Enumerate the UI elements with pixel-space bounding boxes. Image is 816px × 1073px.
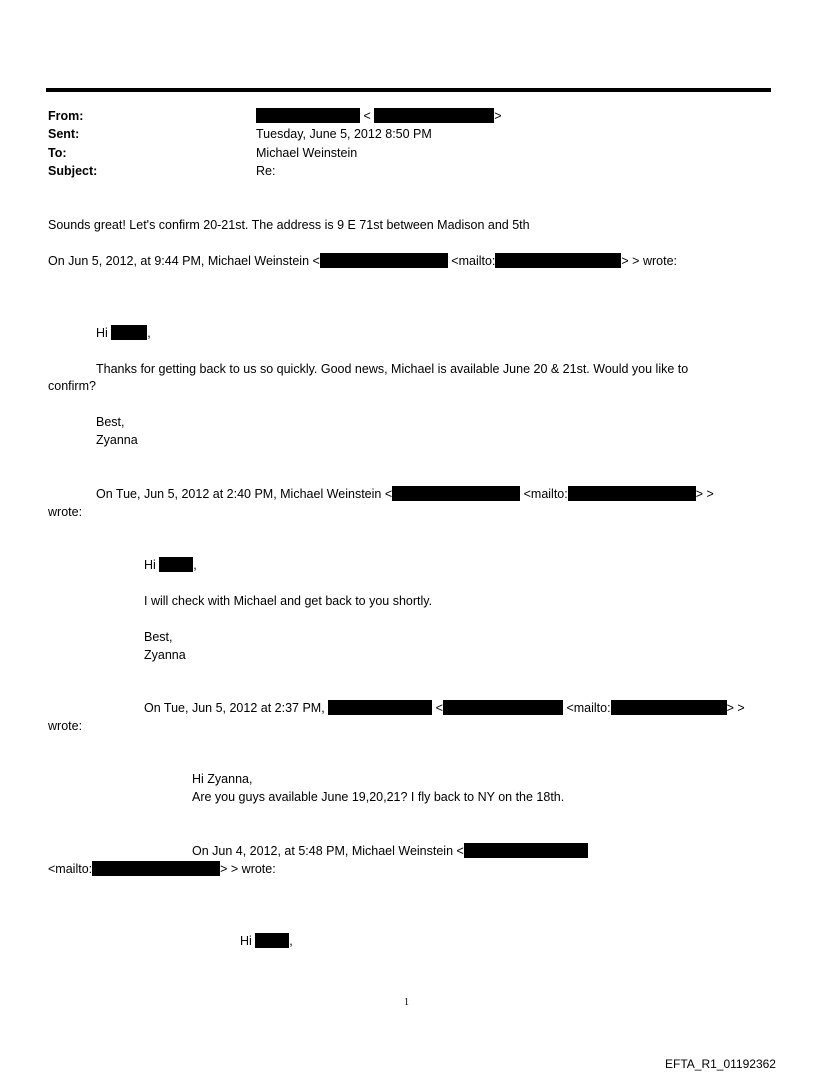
quote4-header: [192, 843, 588, 859]
quote3-wrote: wrote:: [48, 719, 83, 733]
redaction-block: [443, 700, 563, 715]
redaction-block: [568, 486, 696, 501]
close-wrote-text: > > wrote:: [621, 254, 677, 268]
quote2-wrote: wrote:: [48, 505, 83, 519]
to-value: Michael Weinstein: [256, 146, 358, 160]
close-wrote-text: > > wrote:: [220, 862, 276, 876]
comma-text: ,: [147, 326, 151, 340]
page-number: 1: [404, 997, 409, 1008]
close-gt-text: > >: [695, 487, 714, 501]
redaction-block: [495, 253, 621, 268]
mailto-text: <mailto:: [48, 862, 93, 876]
quote4-intro: On Jun 4, 2012, at 5:48 PM, Michael Weinstein <: [192, 844, 464, 858]
msg2-text: I will check with Michael and get back to you shortly.: [144, 594, 433, 608]
subject-label: Subject:: [48, 164, 98, 178]
redaction-block: [392, 486, 520, 501]
quote1-header: [48, 253, 677, 269]
greeting-1: [96, 325, 151, 341]
quote2-intro: On Tue, Jun 5, 2012 at 2:40 PM, Michael Weinstein <: [96, 487, 393, 501]
greeting-2: [144, 557, 197, 573]
document-id: EFTA_R1_01192362: [665, 1057, 776, 1071]
lt-bracket: <: [435, 701, 443, 715]
comma-text: ,: [289, 934, 293, 948]
mailto-text: <mailto:: [523, 487, 568, 501]
from-label: From:: [48, 109, 84, 123]
quote4-mailto: [48, 861, 276, 877]
comma-text: ,: [193, 558, 197, 572]
redaction-block: [255, 933, 289, 948]
redaction-block: [320, 253, 448, 268]
greeting-3: Hi Zyanna,: [192, 772, 253, 786]
close-gt-text: > >: [726, 701, 745, 715]
mailto-text: <mailto:: [451, 254, 496, 268]
subject-value: Re:: [256, 164, 276, 178]
mailto-text: <mailto:: [566, 701, 611, 715]
msg3-text: Are you guys available June 19,20,21? I fly back to NY on the 18th.: [192, 790, 565, 804]
header-rule: [46, 88, 771, 92]
to-label: To:: [48, 146, 67, 160]
signature-2: Zyanna: [144, 648, 186, 662]
quote2-header: [96, 486, 714, 502]
closing-best-1: Best,: [96, 415, 125, 429]
greeting-4: [240, 933, 293, 949]
redaction-block: [92, 861, 220, 876]
redaction-block: [374, 108, 494, 123]
lt-bracket: <: [363, 109, 371, 123]
quote3-intro: On Tue, Jun 5, 2012 at 2:37 PM,: [144, 701, 325, 715]
reply-text: Sounds great! Let's confirm 20-21st. The address is 9 E 71st between Madison and 5th: [48, 218, 530, 232]
redaction-block: [159, 557, 193, 572]
redaction-block: [611, 700, 727, 715]
sent-label: Sent:: [48, 127, 80, 141]
sent-value: Tuesday, June 5, 2012 8:50 PM: [256, 127, 432, 141]
closing-best-2: Best,: [144, 630, 173, 644]
hi-text: Hi: [240, 934, 252, 948]
msg1-line1: Thanks for getting back to us so quickly. Good news, Michael is available June 20 & 21st. Would you like to: [96, 362, 689, 376]
from-value: < >: [256, 108, 502, 124]
hi-text: Hi: [144, 558, 156, 572]
hi-text: Hi: [96, 326, 108, 340]
redaction-block: [256, 108, 360, 123]
redaction-block: [464, 843, 588, 858]
quote1-intro: On Jun 5, 2012, at 9:44 PM, Michael Weinstein <: [48, 254, 320, 268]
redaction-block: [111, 325, 147, 340]
msg1-line2: confirm?: [48, 379, 96, 393]
quote3-header: [144, 700, 745, 716]
redaction-block: [328, 700, 432, 715]
signature-1: Zyanna: [96, 433, 138, 447]
